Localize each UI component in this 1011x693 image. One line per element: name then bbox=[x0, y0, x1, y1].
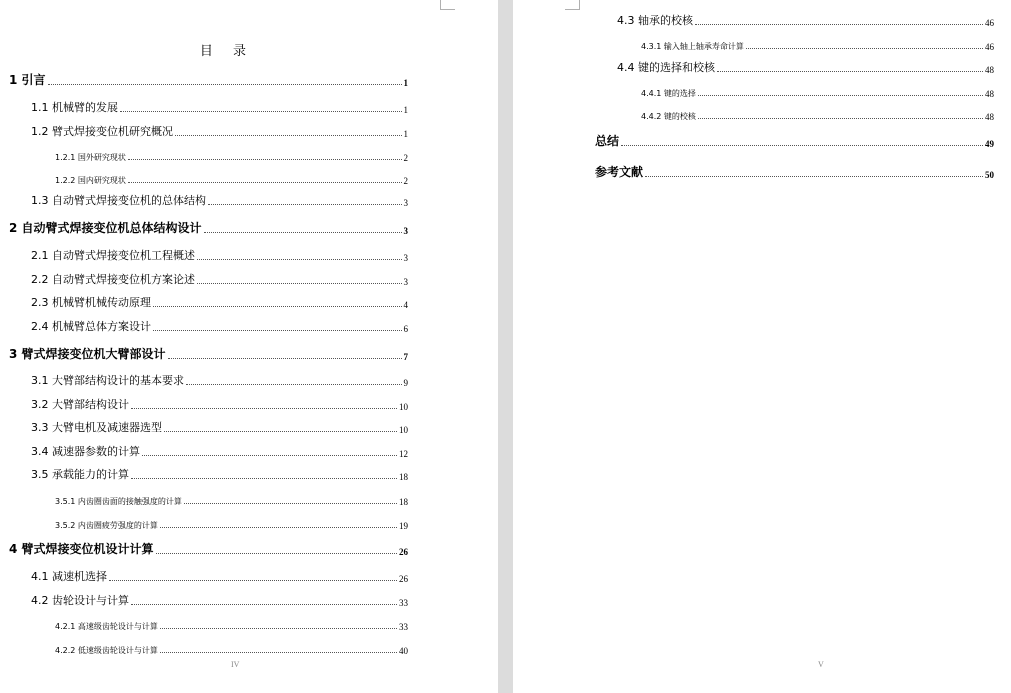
toc-entry-text: 3.2 大臂部结构设计 bbox=[31, 398, 129, 411]
toc-entry[interactable] bbox=[641, 83, 994, 99]
toc-leader bbox=[197, 283, 402, 284]
toc-entry[interactable] bbox=[55, 616, 408, 632]
toc-leader bbox=[698, 95, 983, 96]
toc-entry[interactable] bbox=[595, 133, 994, 149]
toc-leader bbox=[208, 204, 402, 205]
toc-entry-text: 4 臂式焊接变位机设计计算 bbox=[9, 542, 154, 556]
toc-page-number: 26 bbox=[399, 574, 408, 584]
toc-page-number: 1 bbox=[403, 105, 408, 115]
toc-entry-text: 4.1 减速机选择 bbox=[31, 570, 107, 583]
toc-page-number: 48 bbox=[985, 112, 994, 122]
toc-leader bbox=[156, 553, 397, 554]
toc-leader bbox=[48, 84, 402, 85]
toc-entry[interactable] bbox=[31, 192, 408, 208]
toc-page-number: 40 bbox=[399, 646, 408, 656]
toc-page-number: 46 bbox=[985, 18, 994, 28]
toc-entry[interactable] bbox=[55, 170, 408, 186]
toc-leader bbox=[128, 182, 402, 183]
toc-leader bbox=[186, 384, 402, 385]
toc-entry[interactable] bbox=[55, 640, 408, 656]
toc-entry-text: 2.2 自动臂式焊接变位机方案论述 bbox=[31, 273, 195, 286]
toc-leader bbox=[621, 145, 983, 146]
toc-leader bbox=[160, 527, 397, 528]
toc-entry-text: 4.4 键的选择和校核 bbox=[617, 61, 715, 74]
toc-entry[interactable] bbox=[31, 443, 408, 459]
toc-page-number: 18 bbox=[399, 497, 408, 507]
page-corner-mark bbox=[440, 0, 455, 10]
toc-entry-text: 1.3 自动臂式焊接变位机的总体结构 bbox=[31, 194, 206, 207]
page-footer-number: V bbox=[818, 660, 824, 669]
toc-page-number: 12 bbox=[399, 449, 408, 459]
toc-page-number: 19 bbox=[399, 521, 408, 531]
page-gap bbox=[498, 0, 513, 693]
toc-leader bbox=[120, 111, 402, 112]
toc-page-number: 46 bbox=[985, 42, 994, 52]
toc-entry[interactable] bbox=[617, 59, 994, 75]
toc-page-number: 2 bbox=[403, 176, 408, 186]
toc-entry-text: 3.5.2 内齿圈疲劳强度的计算 bbox=[55, 521, 158, 530]
toc-page-number: 9 bbox=[403, 378, 408, 388]
toc-page-number: 7 bbox=[403, 352, 408, 362]
toc-entry-text: 4.4.2 键的校核 bbox=[641, 112, 696, 121]
toc-leader bbox=[153, 306, 402, 307]
toc-entry[interactable] bbox=[31, 568, 408, 584]
toc-entry-text: 参考文献 bbox=[595, 165, 644, 179]
toc-page-number: 48 bbox=[985, 89, 994, 99]
toc-entry[interactable] bbox=[31, 466, 408, 482]
toc-leader bbox=[746, 48, 983, 49]
toc-entry[interactable] bbox=[9, 72, 408, 88]
toc-page-number: 2 bbox=[403, 153, 408, 163]
toc-entry[interactable] bbox=[9, 220, 408, 236]
toc-leader bbox=[717, 71, 983, 72]
toc-leader bbox=[175, 135, 402, 136]
toc-entry-text: 3.5.1 内齿圈齿面的接触强度的计算 bbox=[55, 497, 182, 506]
toc-entry[interactable] bbox=[641, 36, 994, 52]
toc-entry-text: 4.2.1 高速级齿轮设计与计算 bbox=[55, 622, 158, 631]
toc-leader bbox=[204, 232, 402, 233]
toc-entry[interactable] bbox=[595, 164, 994, 180]
toc-entry-text: 3.4 减速器参数的计算 bbox=[31, 445, 140, 458]
toc-entry-text: 3 臂式焊接变位机大臂部设计 bbox=[9, 347, 166, 361]
toc-leader bbox=[142, 455, 397, 456]
toc-entry-text: 4.3.1 输入轴上轴承寿命计算 bbox=[641, 42, 744, 51]
toc-entry-text: 4.3 轴承的校核 bbox=[617, 14, 693, 27]
toc-entry[interactable] bbox=[31, 419, 408, 435]
toc-entry[interactable] bbox=[31, 396, 408, 412]
toc-entry-text: 1.1 机械臂的发展 bbox=[31, 101, 118, 114]
toc-page-number: 10 bbox=[399, 425, 408, 435]
toc-page-number: 48 bbox=[985, 65, 994, 75]
toc-entry-text: 4.4.1 键的选择 bbox=[641, 89, 696, 98]
toc-entry-text: 2.3 机械臂机械传动原理 bbox=[31, 296, 151, 309]
toc-entry[interactable] bbox=[55, 515, 408, 531]
toc-page-number: 3 bbox=[403, 226, 408, 236]
toc-title: 目 录 bbox=[199, 44, 255, 59]
toc-page-number: 3 bbox=[403, 277, 408, 287]
toc-entry-text: 1 引言 bbox=[9, 73, 46, 87]
page-corner-mark bbox=[565, 0, 580, 10]
toc-page-number: 50 bbox=[985, 170, 994, 180]
toc-leader bbox=[160, 652, 397, 653]
toc-entry[interactable] bbox=[31, 318, 408, 334]
toc-leader bbox=[168, 358, 402, 359]
toc-leader bbox=[153, 330, 402, 331]
toc-entry-text: 2.1 自动臂式焊接变位机工程概述 bbox=[31, 249, 195, 262]
toc-entry-text: 4.2.2 低速级齿轮设计与计算 bbox=[55, 646, 158, 655]
toc-page-number: 49 bbox=[985, 139, 994, 149]
toc-page-number: 3 bbox=[403, 198, 408, 208]
document-page-right bbox=[513, 0, 1011, 693]
toc-page-number: 3 bbox=[403, 253, 408, 263]
toc-entry[interactable] bbox=[9, 541, 408, 557]
toc-leader bbox=[128, 159, 402, 160]
toc-leader bbox=[645, 176, 983, 177]
toc-leader bbox=[197, 259, 402, 260]
toc-entry-text: 3.5 承载能力的计算 bbox=[31, 468, 129, 481]
toc-entry-text: 1.2 臂式焊接变位机研究概况 bbox=[31, 125, 173, 138]
toc-entry-text: 4.2 齿轮设计与计算 bbox=[31, 594, 129, 607]
toc-entry[interactable] bbox=[31, 592, 408, 608]
toc-entry[interactable] bbox=[31, 99, 408, 115]
toc-entry-text: 3.1 大臂部结构设计的基本要求 bbox=[31, 374, 184, 387]
toc-entry[interactable] bbox=[55, 147, 408, 163]
toc-page-number: 26 bbox=[399, 547, 408, 557]
toc-entry[interactable] bbox=[31, 271, 408, 287]
toc-leader bbox=[131, 478, 397, 479]
toc-page-number: 18 bbox=[399, 472, 408, 482]
toc-page-number: 33 bbox=[399, 598, 408, 608]
page-footer-number: IV bbox=[231, 660, 240, 669]
toc-entry[interactable] bbox=[641, 106, 994, 122]
toc-entry-text: 2 自动臂式焊接变位机总体结构设计 bbox=[9, 221, 202, 235]
toc-leader bbox=[184, 503, 397, 504]
toc-entry-text: 3.3 大臂电机及减速器选型 bbox=[31, 421, 162, 434]
toc-entry-text: 总结 bbox=[595, 134, 620, 148]
toc-entry[interactable] bbox=[31, 372, 408, 388]
toc-page-number: 33 bbox=[399, 622, 408, 632]
toc-page-number: 1 bbox=[403, 129, 408, 139]
toc-entry[interactable] bbox=[31, 247, 408, 263]
toc-page-number: 1 bbox=[403, 78, 408, 88]
toc-entry-text: 2.4 机械臂总体方案设计 bbox=[31, 320, 151, 333]
toc-entry[interactable] bbox=[617, 12, 994, 28]
toc-leader bbox=[160, 628, 397, 629]
toc-entry[interactable] bbox=[9, 346, 408, 362]
toc-entry-text: 1.2.1 国外研究现状 bbox=[55, 153, 126, 162]
toc-entry[interactable] bbox=[31, 294, 408, 310]
toc-entry[interactable] bbox=[55, 491, 408, 507]
toc-page-number: 4 bbox=[403, 300, 408, 310]
toc-entry-text: 1.2.2 国内研究现状 bbox=[55, 176, 126, 185]
toc-page-number: 10 bbox=[399, 402, 408, 412]
toc-leader bbox=[109, 580, 397, 581]
toc-entry[interactable] bbox=[31, 123, 408, 139]
toc-leader bbox=[131, 604, 397, 605]
toc-page-number: 6 bbox=[403, 324, 408, 334]
toc-leader bbox=[164, 431, 397, 432]
document-page-left bbox=[0, 0, 498, 693]
toc-leader bbox=[131, 408, 397, 409]
toc-leader bbox=[698, 118, 983, 119]
toc-leader bbox=[695, 24, 983, 25]
